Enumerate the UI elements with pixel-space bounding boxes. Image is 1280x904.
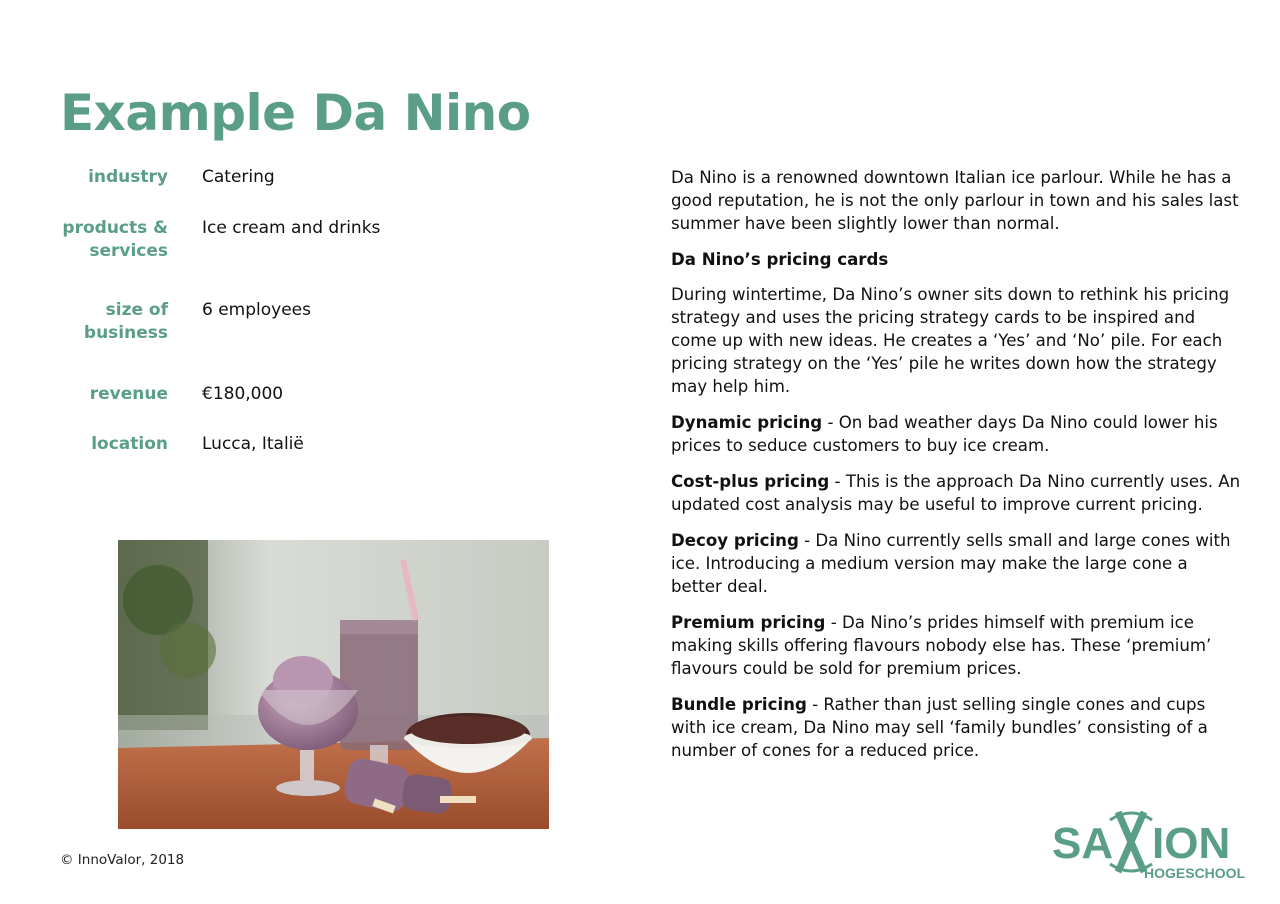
fact-value: Catering <box>202 167 275 187</box>
strategy-name: Bundle pricing <box>671 695 807 714</box>
cards-intro-paragraph: During wintertime, Da Nino’s owner sits down to rethink his pricing strategy and uses the pricing strategy cards to be inspired and come up with new ideas. He creates a ‘Yes’ and ‘No’ pile. For each pricing strategy on the ‘Yes’ pile he writes down how the strategy may help him. <box>671 285 1230 396</box>
strategy-dynamic-pricing <box>671 411 1241 457</box>
logo-word: SA <box>1052 819 1114 868</box>
page-title: Example Da Nino <box>60 84 531 142</box>
cards-heading: Da Nino’s pricing cards <box>671 250 889 269</box>
intro-paragraph: Da Nino is a renowned downtown Italian ice parlour. While he has a good reputation, he is not the only parlour in town and his sales last summer have been slightly lower than normal. <box>671 168 1239 233</box>
fact-label: revenue <box>89 384 168 404</box>
copyright: © InnoValor, 2018 <box>60 852 185 868</box>
saxion-logo <box>1052 806 1252 882</box>
strategy-name: Dynamic pricing <box>671 413 823 432</box>
strategy-premium-pricing <box>671 611 1241 680</box>
svg-text:ION: ION <box>1152 819 1231 868</box>
strategy-text: - On bad weather days Da Nino could lower his prices to seduce customers to buy ice cream. <box>671 413 1218 455</box>
description-column <box>671 166 1241 775</box>
strategy-name: Decoy pricing <box>671 531 799 550</box>
fact-value: €180,000 <box>202 384 284 404</box>
strategy-name: Cost-plus pricing <box>671 472 830 491</box>
strategy-name: Premium pricing <box>671 613 826 632</box>
fact-label: products & services <box>62 218 168 261</box>
fact-value: Ice cream and drinks <box>202 218 381 238</box>
logo-x-mark <box>1110 812 1152 872</box>
fact-label: industry <box>88 167 168 187</box>
ice-cream-photo <box>118 540 549 829</box>
strategy-text: - Rather than just selling single cones and cups with ice cream, Da Nino may sell ‘family bundles’ consisting of a number of cones for a reduced price. <box>671 695 1208 760</box>
strategy-bundle-pricing <box>671 693 1241 762</box>
strategy-text: - Da Nino currently sells small and large cones with ice. Introducing a medium version may make the large cone a better deal. <box>671 531 1231 596</box>
strategy-text: - Da Nino’s prides himself with premium ice making skills offering flavours nobody else has. These ‘premium’ flavours could be sold for premium prices. <box>671 613 1212 678</box>
fact-value: Lucca, Italië <box>202 434 304 454</box>
strategy-decoy-pricing <box>671 529 1241 598</box>
logo-subtitle: HOGESCHOOL <box>1144 865 1246 881</box>
fact-label: location <box>91 434 168 454</box>
fact-value: 6 employees <box>202 300 311 320</box>
strategy-cost-plus-pricing <box>671 470 1241 516</box>
strategy-text: - This is the approach Da Nino currently uses. An updated cost analysis may be useful to improve current pricing. <box>671 472 1241 514</box>
fact-label: size of business <box>83 300 168 343</box>
